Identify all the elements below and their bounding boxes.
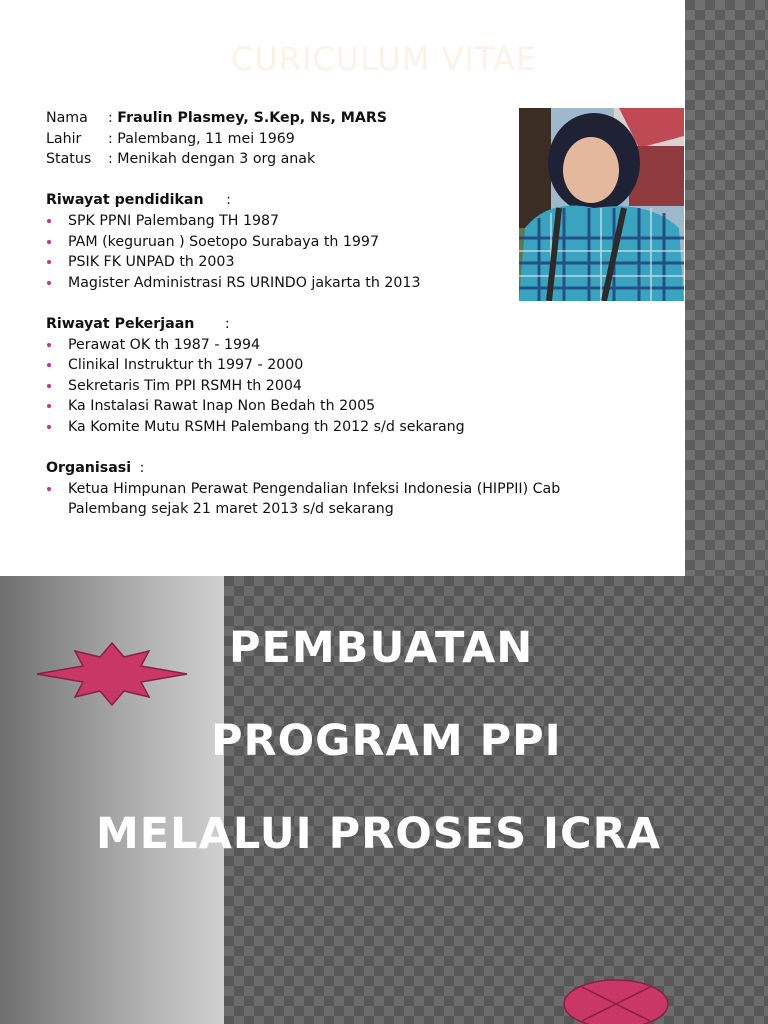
work-colon: : xyxy=(224,315,230,332)
crossed-oval-icon xyxy=(562,978,670,1024)
organization-line-2: Palembang sejak 21 maret 2013 s/d sekarang xyxy=(68,501,394,518)
headline-line-3: MELALUI PROSES ICRA xyxy=(96,809,662,859)
education-colon: : xyxy=(226,192,231,209)
birth-separator: : xyxy=(108,130,113,147)
education-heading: Riwayat pendidikan xyxy=(46,192,204,209)
list-item: PSIK FK UNPAD th 2003 xyxy=(46,252,666,273)
list-item: SPK PPNI Palembang TH 1987 xyxy=(46,211,666,232)
list-item: Ka Instalasi Rawat Inap Non Bedah th 2005 xyxy=(46,396,666,417)
organization-heading-row xyxy=(46,458,666,479)
headline-line-1: PEMBUATAN xyxy=(229,623,534,673)
pattern-strip xyxy=(685,0,768,576)
list-item: PAM (keguruan ) Soetopo Surabaya th 1997 xyxy=(46,232,666,253)
name-label: Nama xyxy=(46,110,88,126)
work-heading-row xyxy=(46,314,666,335)
star-icon xyxy=(36,642,188,706)
list-item: Magister Administrasi RS URINDO jakarta th 2013 xyxy=(46,273,666,294)
list-item: Perawat OK th 1987 - 1994 xyxy=(46,335,666,356)
title-slide xyxy=(0,576,768,1024)
slide-title: CURICULUM VITAE xyxy=(230,40,538,78)
name-separator: : xyxy=(108,110,113,126)
organization-line-1: Ketua Himpunan Perawat Pengendalian Infeksi Indonesia (HIPPII) Cab xyxy=(68,480,561,497)
profile-photo xyxy=(519,108,684,301)
list-item: Sekretaris Tim PPI RSMH th 2004 xyxy=(46,376,666,397)
birth-value: Palembang, 11 mei 1969 xyxy=(117,130,295,147)
birth-label: Lahir xyxy=(46,130,82,147)
work-heading: Riwayat Pekerjaan xyxy=(46,315,195,332)
organization-heading: Organisasi xyxy=(46,460,132,477)
list-item xyxy=(46,479,666,520)
list-item: Clinikal Instruktur th 1997 - 2000 xyxy=(46,355,666,376)
organization-list xyxy=(46,479,666,520)
status-value: Menikah dengan 3 org anak xyxy=(117,151,316,168)
status-label: Status xyxy=(46,151,92,168)
name-value: Fraulin Plasmey, S.Kep, Ns, MARS xyxy=(117,110,388,126)
work-list xyxy=(46,335,666,438)
organization-colon: : xyxy=(139,460,145,477)
status-separator: : xyxy=(108,151,113,168)
list-item: Ka Komite Mutu RSMH Palembang th 2012 s/d sekarang xyxy=(46,417,666,438)
headline-line-2: PROGRAM PPI xyxy=(211,716,562,766)
